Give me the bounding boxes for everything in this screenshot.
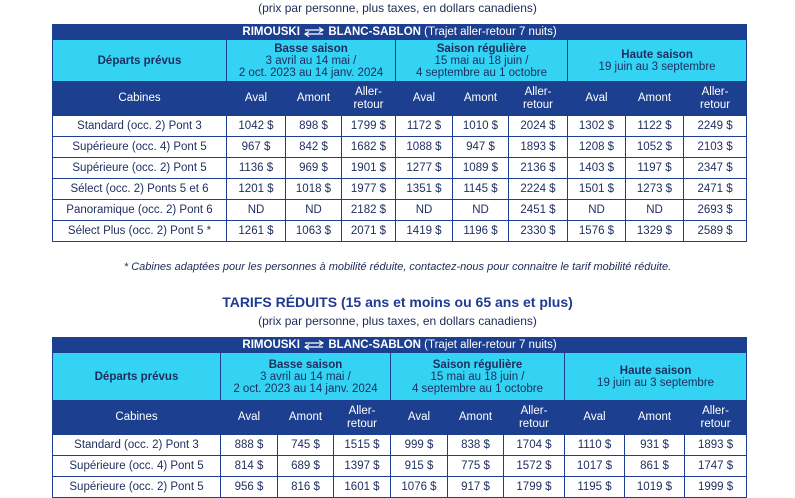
- column-header-row: [53, 401, 747, 435]
- route-destination: BLANC-SABLON: [328, 26, 421, 38]
- price-cell: 1747 $: [685, 456, 747, 477]
- price-cell: 2589 $: [684, 221, 747, 242]
- price-cell: 947 $: [453, 137, 509, 158]
- price-cell: 1351 $: [396, 179, 453, 200]
- price-cell: 1302 $: [568, 116, 626, 137]
- price-cell: 1799 $: [504, 477, 565, 498]
- price-cell: 1063 $: [286, 221, 342, 242]
- price-cell: 969 $: [286, 158, 342, 179]
- table-row: [53, 221, 747, 242]
- seasons-row: [53, 353, 747, 401]
- price-cell: 1017 $: [565, 456, 625, 477]
- top-caption: (prix par personne, plus taxes, en dollars canadiens): [258, 1, 537, 15]
- price-cell: 1042 $: [227, 116, 286, 137]
- price-cell: 917 $: [448, 477, 504, 498]
- table-row: [53, 179, 747, 200]
- price-cell: ND: [453, 200, 509, 221]
- price-cell: 861 $: [625, 456, 685, 477]
- price-cell: 1088 $: [396, 137, 453, 158]
- price-cell: 1201 $: [227, 179, 286, 200]
- price-cell: ND: [626, 200, 684, 221]
- price-cell: 1110 $: [565, 435, 625, 456]
- price-cell: 931 $: [625, 435, 685, 456]
- col-amont: Amont: [625, 401, 685, 435]
- season-high: Haute saison 19 juin au 3 septembre: [565, 353, 747, 401]
- price-cell: 2471 $: [684, 179, 747, 200]
- cabin-name: Standard (occ. 2) Pont 3: [53, 116, 227, 137]
- col-cabins: Cabines: [53, 401, 221, 435]
- price-cell: 2249 $: [684, 116, 747, 137]
- price-cell: 1601 $: [334, 477, 391, 498]
- cabin-name: Supérieure (occ. 4) Pont 5: [53, 137, 227, 158]
- price-cell: 745 $: [278, 435, 334, 456]
- round-trip-arrow-icon: [303, 27, 325, 37]
- price-cell: 2182 $: [342, 200, 396, 221]
- price-cell: 915 $: [391, 456, 448, 477]
- price-cell: 898 $: [286, 116, 342, 137]
- cabin-name: Panoramique (occ. 2) Pont 6: [53, 200, 227, 221]
- price-cell: 1273 $: [626, 179, 684, 200]
- price-cell: 1208 $: [568, 137, 626, 158]
- col-aller-retour: Aller- retour: [334, 401, 391, 435]
- price-cell: 1999 $: [685, 477, 747, 498]
- price-cell: 1397 $: [334, 456, 391, 477]
- season-high: Haute saison 19 juin au 3 septembre: [568, 40, 747, 82]
- price-cell: 1799 $: [342, 116, 396, 137]
- cabin-name: Supérieure (occ. 2) Pont 5: [53, 477, 221, 498]
- seasons-row: [53, 40, 747, 82]
- price-cell: 689 $: [278, 456, 334, 477]
- season-low: Basse saison 3 avril au 14 mai / 2 oct. 2023 au 14 janv. 2024: [221, 353, 391, 401]
- price-cell: 842 $: [286, 137, 342, 158]
- price-cell: 2330 $: [509, 221, 568, 242]
- cabin-name: Supérieure (occ. 4) Pont 5: [53, 456, 221, 477]
- cabin-name: Supérieure (occ. 2) Pont 5: [53, 158, 227, 179]
- price-cell: 1682 $: [342, 137, 396, 158]
- price-cell: 1704 $: [504, 435, 565, 456]
- price-cell: 2693 $: [684, 200, 747, 221]
- col-aller-retour: Aller- retour: [685, 401, 747, 435]
- price-cell: 1893 $: [685, 435, 747, 456]
- price-cell: 1572 $: [504, 456, 565, 477]
- col-aller-retour: Aller- retour: [684, 82, 747, 116]
- route-trip: (Trajet aller-retour 7 nuits): [424, 26, 557, 38]
- col-aval: Aval: [221, 401, 278, 435]
- departures-label: Départs prévus: [53, 353, 221, 401]
- reduced-fares-table: [52, 337, 747, 498]
- price-cell: 1136 $: [227, 158, 286, 179]
- col-aval: Aval: [568, 82, 626, 116]
- footnote: * Cabines adaptées pour les personnes à mobilité réduite, contactez-nous pour connaitre le tarif mobilité réduite.: [123, 261, 672, 273]
- price-cell: 967 $: [227, 137, 286, 158]
- price-cell: 2347 $: [684, 158, 747, 179]
- price-cell: 1901 $: [342, 158, 396, 179]
- regular-fares-table: [52, 24, 747, 242]
- col-aval: Aval: [391, 401, 448, 435]
- price-cell: 1277 $: [396, 158, 453, 179]
- price-cell: 1197 $: [626, 158, 684, 179]
- price-cell: 814 $: [221, 456, 278, 477]
- price-cell: 1403 $: [568, 158, 626, 179]
- col-aller-retour: Aller- retour: [342, 82, 396, 116]
- col-amont: Amont: [453, 82, 509, 116]
- route-trip: (Trajet aller-retour 7 nuits): [424, 339, 557, 351]
- col-aval: Aval: [396, 82, 453, 116]
- price-cell: 1145 $: [453, 179, 509, 200]
- price-cell: 1122 $: [626, 116, 684, 137]
- price-cell: 1195 $: [565, 477, 625, 498]
- col-aller-retour: Aller- retour: [504, 401, 565, 435]
- price-cell: 1515 $: [334, 435, 391, 456]
- price-cell: 1893 $: [509, 137, 568, 158]
- price-cell: 2136 $: [509, 158, 568, 179]
- price-cell: 1977 $: [342, 179, 396, 200]
- price-cell: 1018 $: [286, 179, 342, 200]
- reduced-fares-caption: (prix par personne, plus taxes, en dollars canadiens): [258, 314, 537, 328]
- reduced-fares-title: TARIFS RÉDUITS (15 ans et moins ou 65 ans et plus): [222, 294, 573, 310]
- col-aval: Aval: [565, 401, 625, 435]
- price-cell: 2071 $: [342, 221, 396, 242]
- price-cell: 1010 $: [453, 116, 509, 137]
- table-row: [53, 116, 747, 137]
- price-cell: 775 $: [448, 456, 504, 477]
- cabin-name: Sélect (occ. 2) Ponts 5 et 6: [53, 179, 227, 200]
- price-cell: 2024 $: [509, 116, 568, 137]
- price-cell: 1576 $: [568, 221, 626, 242]
- route-origin: RIMOUSKI: [242, 26, 300, 38]
- round-trip-arrow-icon: [303, 340, 325, 350]
- route-row: [53, 25, 747, 40]
- price-cell: ND: [568, 200, 626, 221]
- departures-label: Départs prévus: [53, 40, 227, 82]
- price-cell: 1172 $: [396, 116, 453, 137]
- price-cell: 888 $: [221, 435, 278, 456]
- table-row: [53, 456, 747, 477]
- route-origin: RIMOUSKI: [242, 339, 300, 351]
- price-cell: 2224 $: [509, 179, 568, 200]
- col-cabins: Cabines: [53, 82, 227, 116]
- route-row: [53, 338, 747, 353]
- price-cell: 1501 $: [568, 179, 626, 200]
- price-cell: 1329 $: [626, 221, 684, 242]
- table-row: [53, 200, 747, 221]
- route-destination: BLANC-SABLON: [328, 339, 421, 351]
- cabin-name: Sélect Plus (occ. 2) Pont 5 *: [53, 221, 227, 242]
- season-regular: Saison régulière 15 mai au 18 juin / 4 septembre au 1 octobre: [391, 353, 565, 401]
- col-amont: Amont: [448, 401, 504, 435]
- price-cell: 1419 $: [396, 221, 453, 242]
- price-cell: 2451 $: [509, 200, 568, 221]
- price-cell: 1076 $: [391, 477, 448, 498]
- col-aller-retour: Aller- retour: [509, 82, 568, 116]
- table-row: [53, 477, 747, 498]
- season-regular: Saison régulière 15 mai au 18 juin / 4 septembre au 1 octobre: [396, 40, 568, 82]
- price-cell: 2103 $: [684, 137, 747, 158]
- column-header-row: [53, 82, 747, 116]
- table-row: [53, 435, 747, 456]
- price-cell: 956 $: [221, 477, 278, 498]
- price-cell: 1196 $: [453, 221, 509, 242]
- price-cell: 1052 $: [626, 137, 684, 158]
- table-row: [53, 137, 747, 158]
- price-cell: 838 $: [448, 435, 504, 456]
- season-low: Basse saison 3 avril au 14 mai / 2 oct. 2023 au 14 janv. 2024: [227, 40, 396, 82]
- price-cell: 816 $: [278, 477, 334, 498]
- cabin-name: Standard (occ. 2) Pont 3: [53, 435, 221, 456]
- col-amont: Amont: [626, 82, 684, 116]
- price-cell: ND: [227, 200, 286, 221]
- col-amont: Amont: [286, 82, 342, 116]
- col-amont: Amont: [278, 401, 334, 435]
- price-cell: 1089 $: [453, 158, 509, 179]
- price-cell: ND: [286, 200, 342, 221]
- price-cell: 1019 $: [625, 477, 685, 498]
- price-cell: 999 $: [391, 435, 448, 456]
- price-cell: ND: [396, 200, 453, 221]
- table-row: [53, 158, 747, 179]
- price-cell: 1261 $: [227, 221, 286, 242]
- col-aval: Aval: [227, 82, 286, 116]
